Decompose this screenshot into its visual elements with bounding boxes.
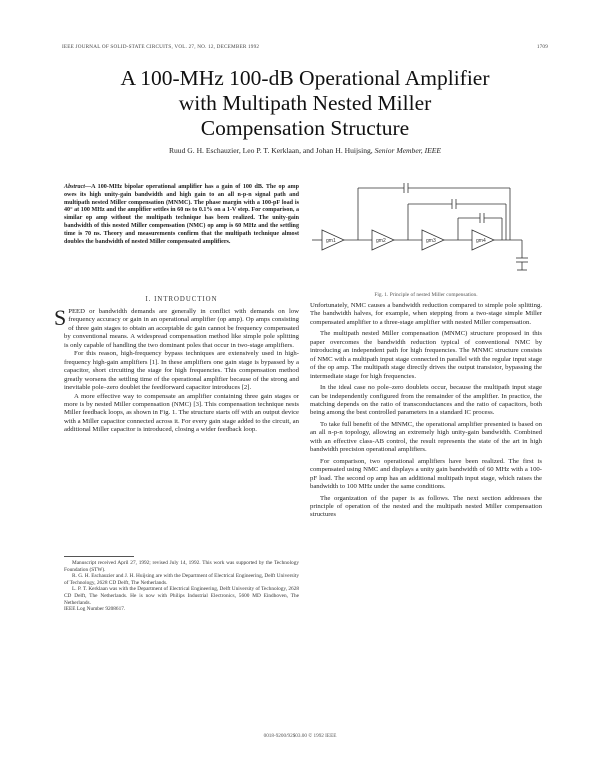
right-column-body — [310, 302, 542, 523]
drop-cap: S — [54, 305, 67, 330]
footnote-received: Manuscript received April 27, 1992; revised July 14, 1992. This work was supported by the Technology Foundation (STW). — [64, 560, 299, 573]
author-names: Ruud G. H. Eschauzier, Leo P. T. Kerklaan, and Johan H. Huijsing, — [168, 146, 373, 155]
figure-nested-miller-diagram — [310, 180, 542, 280]
right-paragraph-3: In the ideal case no pole–zero doublets occur, because the multipath input stage can be independently configured from the remainder of the amplifier. In practice, the matching depends on the ratio of transconductances and the ratio of capacitors, both being among the best controlled parameters in a standard IC process. — [310, 384, 542, 417]
footnote-log-number: IEEE Log Number 9208617. — [64, 606, 126, 613]
right-paragraph-2: The multipath nested Miller compensation (MNMC) structure proposed in this paper overcomes the bandwidth reduction typical of conventional NMC by introducing an independent path for high frequencies. The MNMC structure consists of NMC with a multipath input stage connected in parallel with the regular input stage of the op amp. The multipath stage directly drives the output transistor, bypassing the intermediate stage for high frequencies. — [310, 330, 542, 380]
introduction-body — [54, 305, 299, 435]
right-paragraph-6: The organization of the paper is as follows. The next section addresses the principle of operation of the nested and the multipath nested Miller compensation structures — [310, 494, 542, 519]
section-heading-introduction: I. INTRODUCTION — [145, 296, 218, 303]
intro-paragraph-3: A more effective way to compensate an amplifier containing three gain stages or more is by nested Miller compensation (NMC) [3]. This compensation technique nests Miller feedback loops, as shown in Fig. 1. The structure starts off with an output device with a Miller capacitor connected across it. For every gain stage added to the circuit, an additional Miller capacitor is introduced, closing a wider feedback loop. — [64, 392, 299, 434]
right-paragraph-1: Unfortunately, NMC causes a bandwidth reduction compared to simple pole splitting. The bandwidth halves, for example, when stepping from a two-stage simple Miller compensated amplifier to a three-stage amplifier with nested Miller compensation. — [310, 302, 542, 326]
abstract-label: Abstract— — [64, 184, 92, 190]
right-paragraph-5: For comparison, two operational amplifiers have been realized. The first is compensated using NMC and displays a unity gain bandwidth of 60 MHz with a 100-pF load. The second op amp has an additional multipath input stage, which raises the bandwidth to 100 MHz under the same conditions. — [310, 457, 542, 491]
stage-label-3: gm3 — [426, 238, 436, 244]
paper-title — [60, 66, 550, 141]
footnote-rule — [64, 556, 134, 557]
page-number: 1709 — [536, 44, 548, 50]
abstract-text: A 100-MHz bipolar operational amplifier has a gain of 100 dB. The op amp owes its high unity-gain bandwidth and high gain to an all n-p-n signal path and multipath nested Miller compensation (MNMC). The phase margin with a 100-pF load is 40° at 100 MHz and the amplifier settles in 60 ns to 0.1% on a 1-V step. For comparison, a similar op amp without the multipath technique has been realized. The unity-gain bandwidth of this nested Miller compensation (NMC) op amp is 60 MHz and the settling time is 70 ns. Theory and measurements confirm that the multipath technique almost doubles the bandwidth of nested Miller compensated amplifiers. — [64, 184, 299, 245]
stage-label-4: gm4 — [476, 238, 486, 244]
abstract — [64, 184, 299, 246]
intro-paragraph-1: PEED or bandwidth demands are generally in conflict with demands on low frequency accuracy or gain in an operational amplifier (op amp). Op amps consisting of three gain stages to obtain an acceptable dc gain cannot be frequency compensated by conventional means. A widespread compensation method like simple pole splitting is only capable of handling the two dominant poles that occur in two-stage amplifiers. — [64, 308, 299, 349]
footnote-affiliation-2: L. P. T. Kerklaan was with the Department of Electrical Engineering, Delft University of Technology, 2628 CD Delft, The Netherlands. He is now with Philips Industrial Electronics, 5600 MD Eindhoven, The Netherlands. — [64, 586, 299, 606]
stage-label-2: gm2 — [376, 238, 386, 244]
author-role: Senior Member, IEEE — [374, 146, 442, 155]
figure-caption: Fig. 1. Principle of nested Miller compensation. — [374, 292, 478, 298]
copyright-code: 0018-9200/92$03.00 © 1992 IEEE — [263, 733, 337, 739]
stage-label-1: gm1 — [326, 238, 336, 244]
title-line-3: Compensation Structure — [200, 116, 410, 140]
right-paragraph-4: To take full benefit of the MNMC, the operational amplifier presented is based on an all n-p-n topology, allowing an extremely high unity-gain bandwidth. Combined with an effective class-AB control, the result represents the state of the art in high bandwidth precision operational amplifiers. — [310, 420, 542, 454]
footnotes — [64, 560, 299, 613]
title-line-1: A 100-MHz 100-dB Operational Amplifier — [120, 66, 490, 90]
title-line-2: with Multipath Nested Miller — [178, 91, 432, 115]
running-header: IEEE JOURNAL OF SOLID-STATE CIRCUITS, VOL. 27, NO. 12, DECEMBER 1992 — [62, 44, 260, 50]
author-line — [60, 146, 550, 155]
intro-paragraph-2: For this reason, high-frequency bypass techniques are extensively used in high-frequency high-gain amplifiers [1]. In these amplifiers one gain stage is bypassed by a capacitor, short circuiting the stage for high frequencies. This compensation method greatly worsens the settling time of the operational amplifier because of the strong and inevitable pole–zero doublet the feedforward capacitor introduces [2]. — [64, 350, 299, 392]
footnote-affiliation-1: R. G. H. Eschauzier and J. H. Huijsing are with the Department of Electrical Engineering, Delft University of Technology, 2628 CD Delft, The Netherlands. — [64, 573, 299, 586]
